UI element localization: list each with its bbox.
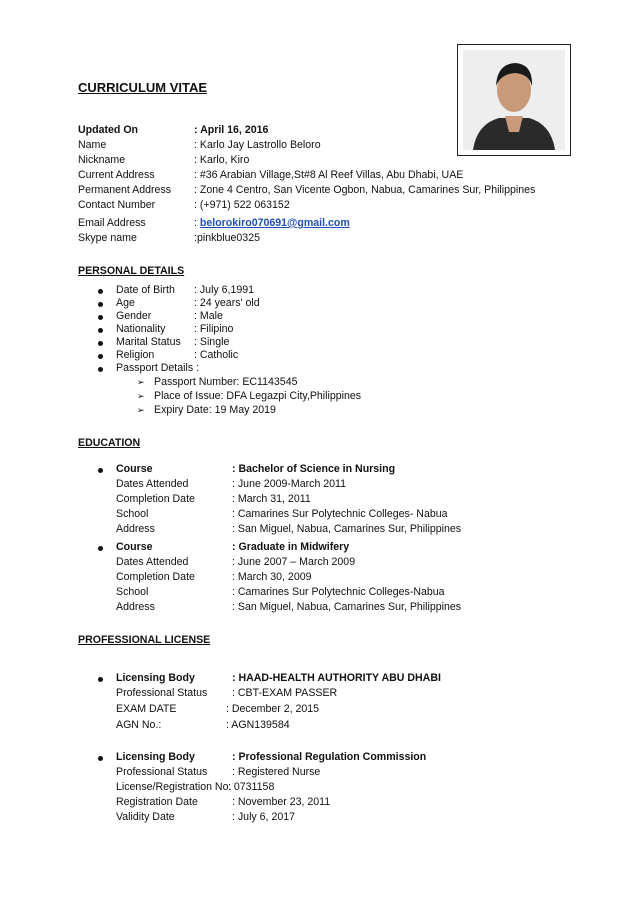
person-portrait-icon: [463, 50, 565, 150]
license-value: : December 2, 2015: [226, 703, 320, 715]
info-label: Updated On: [78, 124, 139, 136]
bullet-icon: [98, 302, 103, 307]
bullet-icon: [98, 341, 103, 346]
passport-item: Place of Issue: DFA Legazpi City,Philippines: [154, 390, 362, 402]
personal-label: Passport Details :: [116, 362, 200, 374]
license-value: : November 23, 2011: [232, 796, 331, 808]
license-label: Professional Status: [116, 766, 208, 778]
license-value: : 0731158: [228, 781, 275, 793]
bullet-icon: [98, 468, 103, 473]
personal-label: Date of Birth: [116, 284, 175, 296]
edu-label: Address: [116, 523, 155, 535]
edu-value: : March 30, 2009: [232, 571, 312, 583]
edu-label: Dates Attended: [116, 556, 189, 568]
edu-label: Address: [116, 601, 155, 613]
info-label: Current Address: [78, 169, 155, 181]
bullet-icon: [98, 328, 103, 333]
license-label: AGN No.:: [116, 719, 162, 731]
bullet-icon: [98, 315, 103, 320]
edu-value: : Camarines Sur Polytechnic Colleges- Nabua: [232, 508, 448, 520]
course-value: : Graduate in Midwifery: [232, 541, 350, 553]
edu-value: : San Miguel, Nabua, Camarines Sur, Philippines: [232, 523, 462, 535]
license-head-label: Licensing Body: [116, 751, 195, 763]
license-label: Professional Status: [116, 687, 208, 699]
info-colon: :: [194, 217, 200, 229]
license-label: EXAM DATE: [116, 703, 177, 715]
personal-value: : July 6,1991: [194, 284, 255, 296]
license-label: Registration Date: [116, 796, 198, 808]
arrow-bullet-icon: ➢: [137, 391, 145, 401]
bullet-icon: [98, 367, 103, 372]
email-line: [194, 217, 350, 229]
bullet-icon: [98, 354, 103, 359]
license-label: License/Registration No.: [116, 781, 232, 793]
personal-label: Gender: [116, 310, 152, 322]
personal-value: : 24 years' old: [194, 297, 260, 309]
arrow-bullet-icon: ➢: [137, 405, 145, 415]
edu-label: School: [116, 508, 149, 520]
edu-value: : San Miguel, Nabua, Camarines Sur, Philippines: [232, 601, 462, 613]
info-value: : Zone 4 Centro, San Vicente Ogbon, Nabua, Camarines Sur, Philippines: [194, 184, 536, 196]
info-label: Skype name: [78, 232, 137, 244]
personal-value: : Single: [194, 336, 230, 348]
passport-item: Passport Number: EC1143545: [154, 376, 298, 388]
course-value: : Bachelor of Science in Nursing: [232, 463, 396, 475]
info-value: : (+971) 522 063152: [194, 199, 290, 211]
edu-value: : Camarines Sur Polytechnic Colleges-Nabua: [232, 586, 445, 598]
license-head-value: : HAAD-HEALTH AUTHORITY ABU DHABI: [232, 672, 441, 684]
edu-value: : March 31, 2011: [232, 493, 311, 505]
personal-label: Age: [116, 297, 135, 309]
bullet-icon: [98, 546, 103, 551]
edu-value: : June 2007 – March 2009: [232, 556, 356, 568]
course-label: Course: [116, 541, 153, 553]
personal-label: Religion: [116, 349, 155, 361]
license-value: : July 6, 2017: [232, 811, 296, 823]
page-title: CURRICULUM VITAE: [78, 80, 208, 95]
arrow-bullet-icon: ➢: [137, 377, 145, 387]
personal-value: : Male: [194, 310, 223, 322]
edu-label: Completion Date: [116, 571, 195, 583]
info-label: Permanent Address: [78, 184, 172, 196]
license-head-value: : Professional Regulation Commission: [232, 751, 427, 763]
edu-label: School: [116, 586, 149, 598]
edu-label: Completion Date: [116, 493, 195, 505]
info-value: :pinkblue0325: [194, 232, 260, 244]
personal-value: : Catholic: [194, 349, 239, 361]
info-label: Contact Number: [78, 199, 156, 211]
license-value: : CBT-EXAM PASSER: [232, 687, 338, 699]
email-link[interactable]: belorokiro070691@gmail.com: [199, 217, 350, 229]
personal-heading: PERSONAL DETAILS: [78, 265, 185, 277]
license-heading: PROFESSIONAL LICENSE: [78, 634, 211, 646]
course-label: Course: [116, 463, 153, 475]
profile-photo: [457, 44, 571, 156]
info-label: Email Address: [78, 217, 146, 229]
info-value: : Karlo Jay Lastrollo Beloro: [194, 139, 321, 151]
edu-label: Dates Attended: [116, 478, 189, 490]
education-heading: EDUCATION: [78, 437, 141, 449]
edu-value: : June 2009-March 2011: [232, 478, 347, 490]
bullet-icon: [98, 677, 103, 682]
passport-item: Expiry Date: 19 May 2019: [154, 404, 276, 416]
license-value: : AGN139584: [226, 719, 290, 731]
bullet-icon: [98, 289, 103, 294]
info-label: Name: [78, 139, 107, 151]
info-value: : April 16, 2016: [194, 124, 269, 136]
info-value: : #36 Arabian Village,St#8 Al Reef Villas, Abu Dhabi, UAE: [194, 169, 464, 181]
info-value: : Karlo, Kiro: [194, 154, 250, 166]
license-label: Validity Date: [116, 811, 175, 823]
personal-value: : Filipino: [194, 323, 234, 335]
bullet-icon: [98, 756, 103, 761]
license-value: : Registered Nurse: [232, 766, 321, 778]
license-head-label: Licensing Body: [116, 672, 195, 684]
info-label: Nickname: [78, 154, 126, 166]
personal-label: Marital Status: [116, 336, 181, 348]
personal-label: Nationality: [116, 323, 166, 335]
